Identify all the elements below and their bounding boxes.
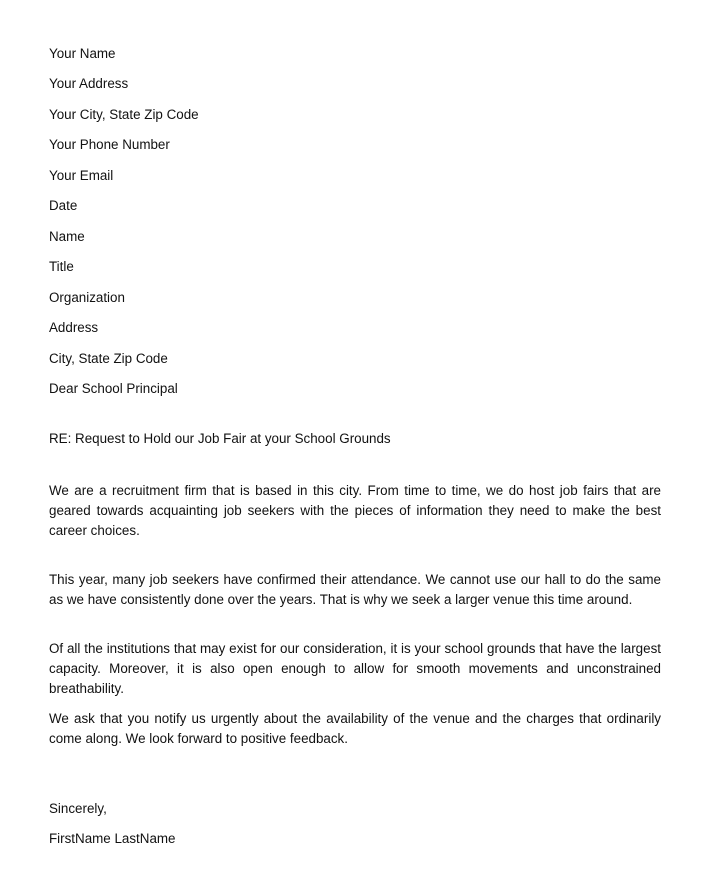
body-paragraph-1: We are a recruitment firm that is based in this city. From time to time, we do host job fairs that are geared towards acquainting job seekers with the pieces of information they need to make the best career choices. <box>49 483 661 538</box>
sender-city-state-zip: Your City, State Zip Code <box>49 107 199 122</box>
recipient-organization: Organization <box>49 290 125 305</box>
recipient-city-state-zip: City, State Zip Code <box>49 351 168 366</box>
closing: Sincerely, <box>49 801 107 816</box>
recipient-address: Address <box>49 320 99 335</box>
subject-line: RE: Request to Hold our Job Fair at your School Grounds <box>49 431 391 446</box>
body-paragraph-4: We ask that you notify us urgently about the availability of the venue and the charges that ordinarily come along. We look forward to positive feedback. <box>49 711 661 746</box>
salutation: Dear School Principal <box>49 381 178 396</box>
letter-date: Date <box>49 198 78 213</box>
recipient-name: Name <box>49 229 85 244</box>
sender-address: Your Address <box>49 76 129 91</box>
signature-name: FirstName LastName <box>49 831 176 846</box>
body-paragraph-2: This year, many job seekers have confirmed their attendance. We cannot use our hall to do the same as we have consistently done over the years. That is why we seek a larger venue this time around. <box>49 572 661 607</box>
sender-phone: Your Phone Number <box>49 137 170 152</box>
sender-email: Your Email <box>49 168 114 183</box>
recipient-title: Title <box>49 259 74 274</box>
sender-name: Your Name <box>49 46 116 61</box>
body-paragraph-3: Of all the institutions that may exist for our consideration, it is your school grounds that have the largest capacity. Moreover, it is also open enough to allow for smooth movements and unconstrained breathability. <box>49 641 661 696</box>
